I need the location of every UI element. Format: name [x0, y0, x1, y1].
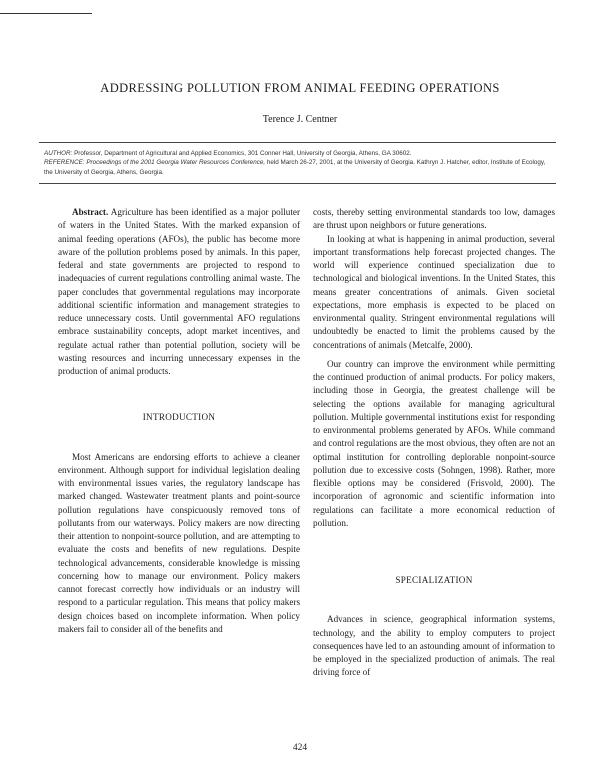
reference-proceedings: Proceedings of the 2001 Georgia Water Resources Conference,: [84, 159, 266, 167]
top-rule: [0, 13, 92, 14]
body-paragraph-2: In looking at what is happening in animal production, several important transformations help forecast projected changes. The world will experience continued specialization due to technological and biological inventions. In the United States, this means greater concentrations of animals. Given societal expectations, more emphasis is expected to be placed on environmental quality. Stringent environmental regulations will undoubtedly be enacted to limit the problems caused by the concentrations of animals (Metcalfe, 2000).: [313, 233, 555, 350]
page-number: 424: [292, 743, 308, 753]
author-label: AUTHOR:: [44, 150, 73, 157]
reference-details: held March 26-27, 2001, at the University of Georgia. Kathryn J. Hatcher, editor, Institute of Ecology, the University of Georgia, Athens, Georgia.: [44, 159, 546, 176]
specialization-paragraph: Advances in science, geographical information systems, technology, and the ability to employ computers to project consequences have led to an astounding amount of information to be employed in the specialized production of animals. The real driving force of: [313, 614, 555, 678]
paper-author: Terence J. Centner: [262, 114, 338, 125]
paper-title: ADDRESSING POLLUTION FROM ANIMAL FEEDING OPERATIONS: [100, 81, 500, 95]
header-rule-top: [39, 142, 556, 143]
reference-label: REFERENCE:: [44, 159, 85, 167]
right-column: [313, 206, 555, 680]
continued-paragraph: costs, thereby setting environmental standards too low, damages are thrust upon neighbors or future generations.: [313, 207, 555, 231]
section-heading-introduction: INTRODUCTION: [142, 412, 216, 423]
author-reference-block: [44, 149, 554, 177]
abstract-label: Abstract.: [72, 207, 109, 217]
reference-line: [44, 158, 554, 177]
introduction-paragraph: Most Americans are endorsing efforts to achieve a cleaner environment. Although support for individual legislation dealing with environmental issues varies, the regulatory landscape has marked changed. Wastewater treatment plants and point-source pollution regulations have conspicuously removed tons of pollutants from our waterways. Policy makers are now directing their attention to nonpoint-source pollution, and are attempting to evaluate the costs and benefits of new regulations. Despite technological advancements, considerable knowledge is missing concerning how to manage our environment. Policy makers cannot forecast correctly how individuals or an industry will respond to a particular regulation. This means that policy makers design choices based on incomplete information. When policy makers fail to consider all of the benefits and: [58, 451, 300, 634]
section-heading-specialization: SPECIALIZATION: [395, 575, 473, 585]
abstract-paragraph: [58, 206, 300, 378]
author-affiliation: Professor, Department of Agricultural and Applied Economics, 301 Conner Hall, University of Georgia, Athens, GA 30602.: [72, 150, 412, 157]
body-paragraph-3: Our country can improve the environment while permitting the continued production of animal products. For policy makers, including those in Georgia, the greatest challenge will be selecting the options available for managing agricultural pollution. Multiple governmental institutions exist for responding to environmental problems generated by AFOs. While command and control regulations are the most obvious, they often are not an optimal institution for controlling deplorable nonpoint-source pollution due to excessive costs (Sohngen, 1998). Rather, more flexible options may be considered (Frisvold, 2000). The incorporation of agronomic and scientific information into regulations can facilitate a more economical reduction of pollution.: [313, 358, 555, 528]
author-line: [44, 149, 554, 158]
header-rule-bottom: [39, 183, 556, 184]
abstract-text: Agriculture has been identified as a major polluter of waters in the United States. With the marked expansion of animal feeding operations (AFOs), the public has become more aware of the pollution problems posed by animals. In this paper, federal and state governments are projected to respond to inadequacies of current regulations controlling animal waste. The paper concludes that governmental regulations may incorporate additional scientific information and management strategies to reduce unnecessary costs. Until governmental AFO regulations embrace sustainability concepts, adopt market incentives, and regulate actual rather than potential pollution, society will be wasting resources and incurring unnecessary expenses in the production of animal products.: [58, 207, 300, 376]
left-column: [58, 206, 300, 636]
